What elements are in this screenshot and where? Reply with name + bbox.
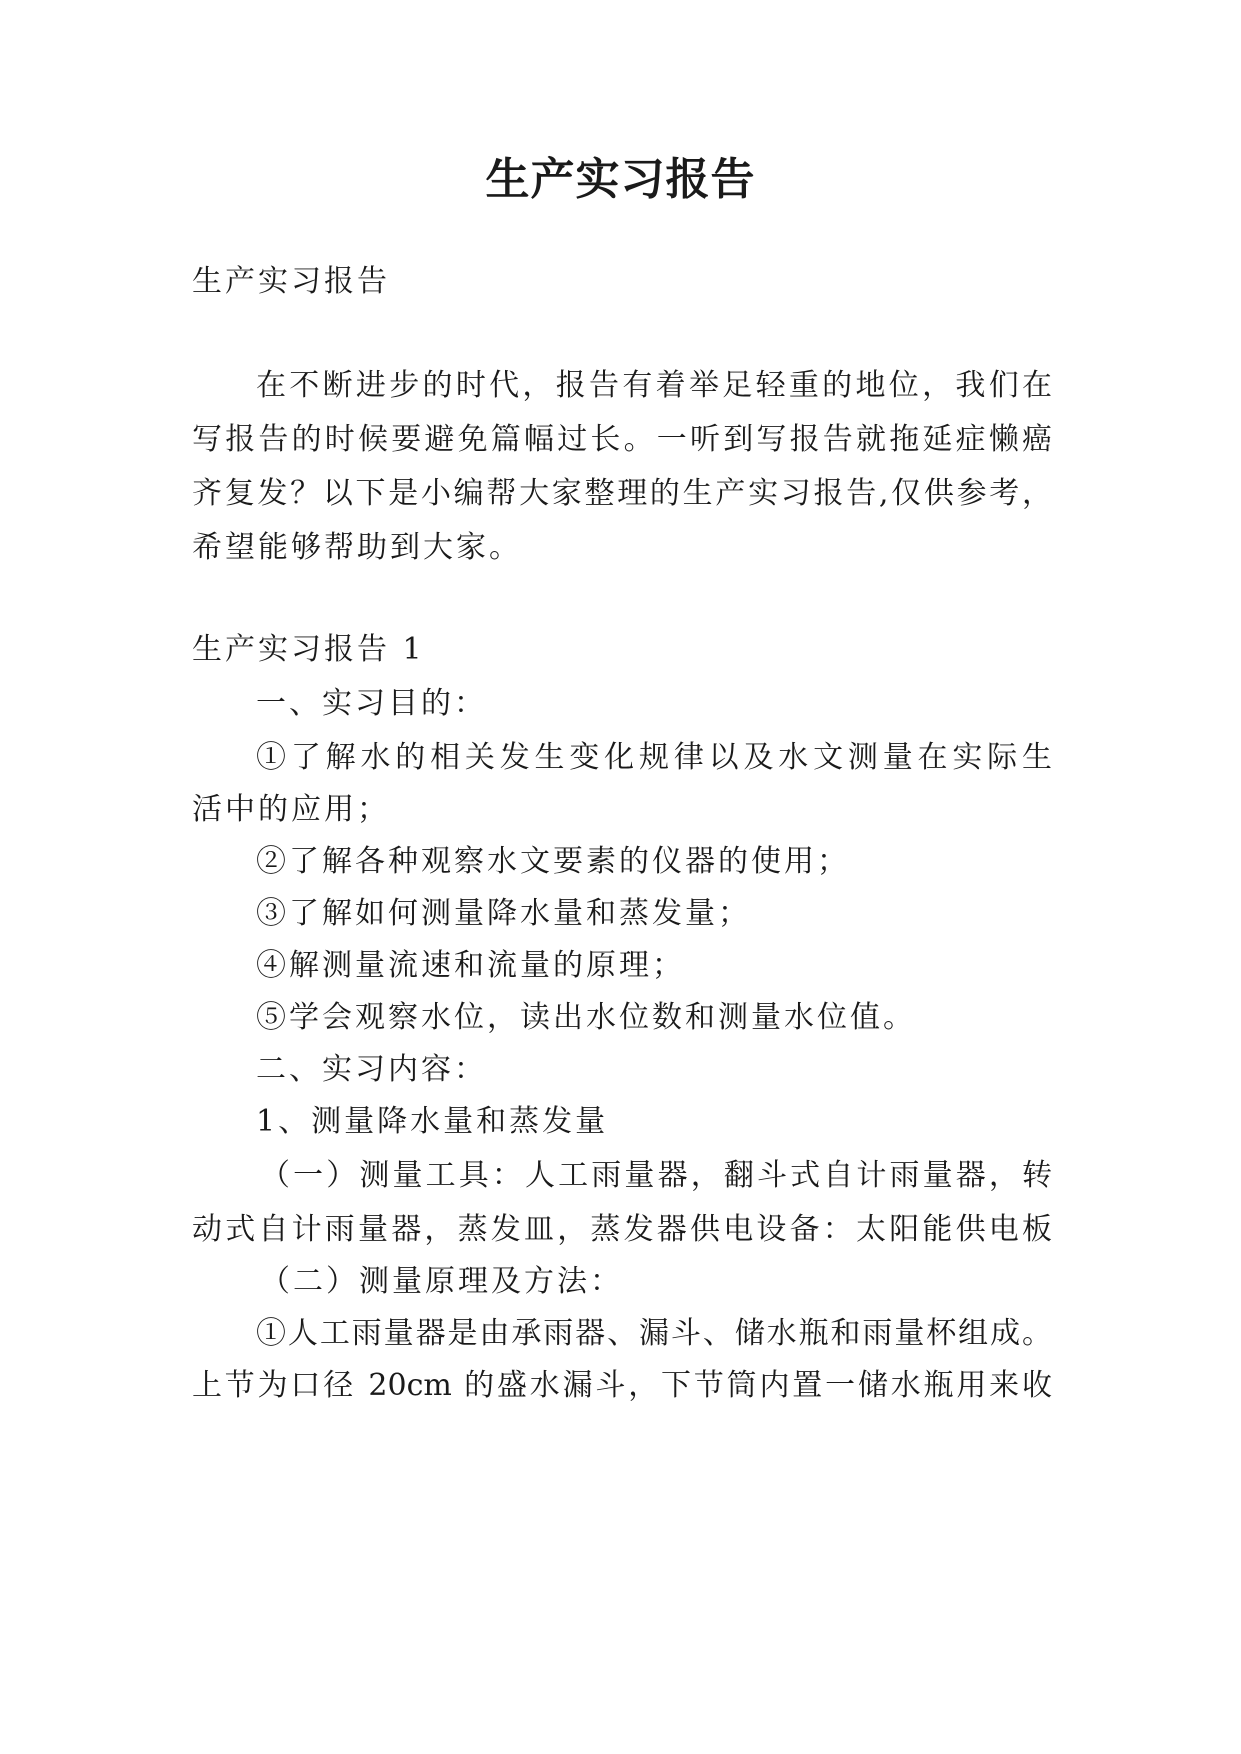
document-title: 生产实习报告 xyxy=(485,154,756,205)
purpose-item-1-cont: 活中的应用； xyxy=(192,792,390,827)
section-heading: 生产实习报告 1 xyxy=(192,632,425,667)
intro-line-2: 写报告的时候要避免篇幅过长。一听到写报告就拖延症懒癌 xyxy=(192,422,1052,457)
intro-line-3: 齐复发？以下是小编帮大家整理的生产实习报告,仅供参考， xyxy=(192,476,1052,511)
subtitle-line: 生产实习报告 xyxy=(192,264,390,299)
purpose-item-4: ④解测量流速和流量的原理； xyxy=(256,948,685,983)
heading-content: 二、实习内容： xyxy=(256,1052,487,1087)
content-item-1: 1、测量降水量和蒸发量 xyxy=(256,1104,609,1139)
method-line-1: ①人工雨量器是由承雨器、漏斗、储水瓶和雨量杯组成。 xyxy=(256,1316,1052,1351)
method-heading: （二）测量原理及方法： xyxy=(260,1264,623,1299)
purpose-item-1: ①了解水的相关发生变化规律以及水文测量在实际生 xyxy=(256,740,1052,775)
purpose-item-5: ⑤学会观察水位，读出水位数和测量水位值。 xyxy=(256,1000,916,1035)
purpose-item-2: ②了解各种观察水文要素的仪器的使用； xyxy=(256,844,850,879)
purpose-item-3: ③了解如何测量降水量和蒸发量； xyxy=(256,896,751,931)
tools-line-2: 动式自计雨量器，蒸发皿，蒸发器供电设备：太阳能供电板 xyxy=(192,1212,1052,1247)
intro-line-4: 希望能够帮助到大家。 xyxy=(192,530,522,565)
intro-line-1: 在不断进步的时代，报告有着举足轻重的地位，我们在 xyxy=(256,368,1052,403)
method-line-2: 上节为口径 20cm 的盛水漏斗，下节筒内置一储水瓶用来收 xyxy=(192,1368,1052,1403)
tools-line-1: （一）测量工具：人工雨量器，翻斗式自计雨量器，转 xyxy=(260,1158,1052,1193)
heading-purpose: 一、实习目的： xyxy=(256,686,487,721)
